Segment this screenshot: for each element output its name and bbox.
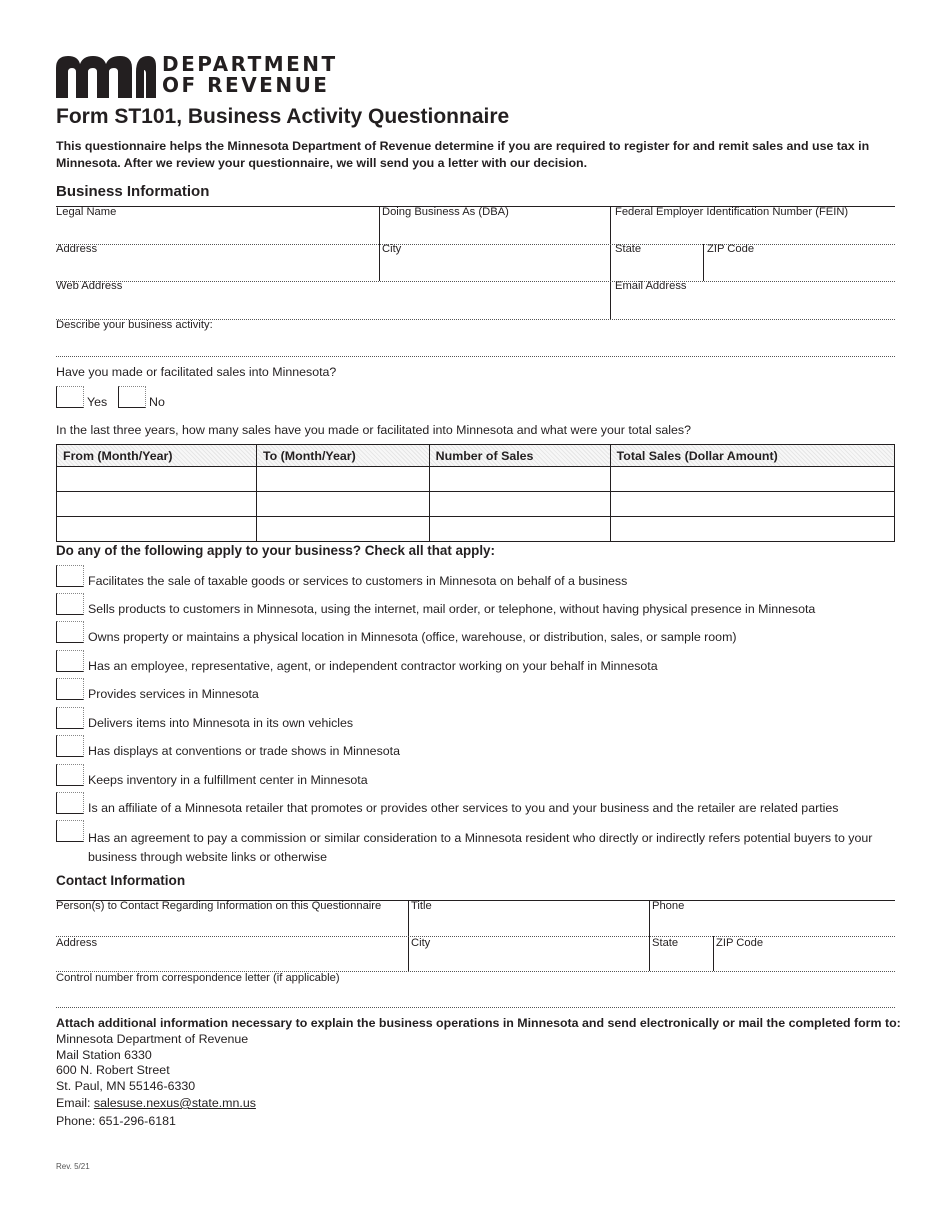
email-link[interactable]: salesuse.nexus@state.mn.us — [93, 1096, 256, 1110]
table-cell[interactable] — [57, 517, 257, 542]
fein-label: Federal Employer Identification Number (FEIN) — [615, 206, 849, 218]
apply-checkbox-5[interactable] — [56, 678, 84, 700]
table-header-row — [57, 445, 895, 467]
table-cell[interactable] — [57, 492, 257, 517]
yes-checkbox[interactable] — [56, 386, 84, 408]
legal-name-field[interactable] — [56, 244, 895, 245]
apply-checkbox-1[interactable] — [56, 565, 84, 587]
table-cell[interactable] — [429, 492, 610, 517]
describe-field[interactable] — [56, 356, 895, 357]
apply-checkbox-9[interactable] — [56, 792, 84, 814]
apply-item-6: Delivers items into Minnesota in its own vehicles — [88, 716, 354, 730]
table-cell[interactable] — [610, 492, 894, 517]
yes-label: Yes — [87, 395, 108, 409]
apply-item-5: Provides services in Minnesota — [88, 687, 259, 701]
city-label: City — [382, 243, 402, 255]
apply-heading: Do any of the following apply to your business? Check all that apply: — [56, 543, 495, 558]
legal-name-label: Legal Name — [56, 206, 117, 218]
mailing-email — [56, 1095, 256, 1111]
contact-heading: Contact Information — [56, 873, 186, 888]
table-cell[interactable] — [257, 467, 430, 492]
table-cell[interactable] — [610, 467, 894, 492]
table-cell[interactable] — [257, 492, 430, 517]
control-number-field[interactable] — [56, 1007, 895, 1008]
no-label: No — [149, 395, 165, 409]
to-column-header: To (Month/Year) — [257, 445, 430, 467]
describe-label: Describe your business activity: — [56, 319, 213, 331]
table-row — [57, 517, 895, 542]
contact-state-label: State — [652, 937, 679, 949]
table-cell[interactable] — [257, 517, 430, 542]
form-title: Form ST101, Business Activity Questionnaire — [56, 105, 510, 128]
state-label: State — [615, 243, 642, 255]
logo-line-1: DEPARTMENT — [162, 52, 338, 76]
contact-address-label: Address — [56, 937, 98, 949]
mailing-line-1: Minnesota Department of Revenue — [56, 1032, 249, 1046]
table-cell[interactable] — [57, 467, 257, 492]
apply-checkbox-10[interactable] — [56, 820, 84, 842]
total-column-header: Total Sales (Dollar Amount) — [610, 445, 894, 467]
divider — [610, 206, 611, 319]
mn-revenue-logo — [56, 54, 356, 100]
apply-item-1: Facilitates the sale of taxable goods or services to customers in Minnesota on behalf of a business — [88, 574, 628, 588]
table-cell[interactable] — [610, 517, 894, 542]
dba-label: Doing Business As (DBA) — [382, 206, 509, 218]
table-row — [57, 492, 895, 517]
apply-item-3: Owns property or maintains a physical location in Minnesota (office, warehouse, or distribution, sales, or sample room) — [88, 630, 737, 644]
zip-label: ZIP Code — [707, 243, 755, 255]
apply-item-9: Is an affiliate of a Minnesota retailer that promotes or provides other services to you and your business and the retailer are related parties — [88, 801, 839, 815]
mn-logo-icon — [56, 54, 156, 98]
apply-checkbox-2[interactable] — [56, 593, 84, 615]
contact-title-label: Title — [411, 900, 432, 912]
logo-line-2: OF REVENUE — [162, 73, 330, 97]
web-address-label: Web Address — [56, 280, 123, 292]
apply-checkbox-3[interactable] — [56, 621, 84, 643]
apply-item-10: Has an agreement to pay a commission or similar consideration to a Minnesota resident who directly or indirectly refers potential buyers to your business through website links or otherwise — [88, 831, 873, 864]
email-address-label: Email Address — [615, 280, 687, 292]
apply-item-7: Has displays at conventions or trade shows in Minnesota — [88, 744, 400, 758]
apply-checkbox-7[interactable] — [56, 735, 84, 757]
business-info-heading: Business Information — [56, 183, 210, 200]
mailing-line-2: Mail Station 6330 — [56, 1048, 152, 1062]
sales-question: Have you made or facilitated sales into Minnesota? — [56, 365, 337, 379]
revision-label: Rev. 5/21 — [56, 1162, 90, 1171]
contact-phone-label: Phone — [652, 900, 685, 912]
apply-checkbox-6[interactable] — [56, 707, 84, 729]
mailing-phone: Phone: 651-296-6181 — [56, 1114, 176, 1128]
sales-table — [56, 444, 895, 542]
divider — [703, 244, 704, 281]
apply-checkbox-4[interactable] — [56, 650, 84, 672]
apply-item-2: Sells products to customers in Minnesota, using the internet, mail order, or telephone, without having physical presence in Minnesota — [88, 602, 816, 616]
table-cell[interactable] — [429, 467, 610, 492]
mailing-line-3: 600 N. Robert Street — [56, 1063, 170, 1077]
no-checkbox[interactable] — [118, 386, 146, 408]
number-column-header: Number of Sales — [429, 445, 610, 467]
mailing-line-4: St. Paul, MN 55146-6330 — [56, 1079, 196, 1093]
email-label: Email: — [56, 1096, 94, 1110]
from-column-header: From (Month/Year) — [57, 445, 257, 467]
three-years-question: In the last three years, how many sales have you made or facilitated into Minnesota and what were your total sales? — [56, 423, 692, 437]
address-field[interactable] — [56, 281, 895, 282]
apply-item-8: Keeps inventory in a fulfillment center in Minnesota — [88, 773, 368, 787]
contact-city-label: City — [411, 937, 431, 949]
mailing-instruction: Attach additional information necessary to explain the business operations in Minnesota and send electronically or mail the completed form to: — [56, 1016, 901, 1030]
apply-item-4: Has an employee, representative, agent, or independent contractor working on your behalf in Minnesota — [88, 659, 658, 673]
contact-zip-label: ZIP Code — [716, 937, 764, 949]
table-row — [57, 467, 895, 492]
contact-persons-label: Person(s) to Contact Regarding Information on this Questionnaire — [56, 900, 382, 912]
intro-text: This questionnaire helps the Minnesota Department of Revenue determine if you are required to register for and remit sales and use tax in Minnesota. After we review your questionnaire, we will send you a letter with our decision. — [56, 139, 870, 170]
table-cell[interactable] — [429, 517, 610, 542]
divider — [713, 936, 714, 971]
contact-person-field[interactable] — [56, 936, 895, 937]
control-number-label: Control number from correspondence letter (if applicable) — [56, 972, 340, 984]
address-label: Address — [56, 243, 98, 255]
apply-checkbox-8[interactable] — [56, 764, 84, 786]
